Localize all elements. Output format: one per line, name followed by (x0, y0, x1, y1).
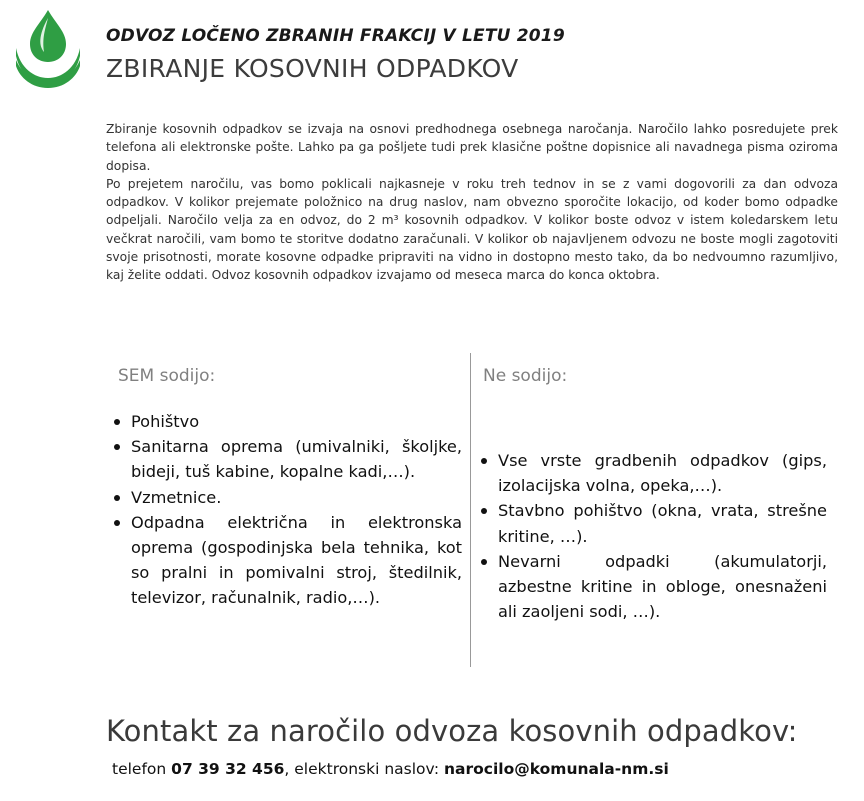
page-title: ZBIRANJE KOSOVNIH ODPADKOV (106, 54, 519, 83)
contact-details (112, 760, 669, 778)
list-item (112, 434, 462, 484)
bullet-icon (114, 520, 120, 526)
email-address[interactable]: narocilo@komunala-nm.si (444, 760, 669, 778)
email-label: , elektronski naslov: (284, 760, 444, 778)
forbidden-items-heading: Ne sodijo: (483, 366, 568, 386)
bullet-icon (481, 508, 487, 514)
forbidden-items-list (479, 448, 827, 624)
intro-text (106, 120, 838, 285)
list-item (112, 409, 462, 434)
phone-number[interactable]: 07 39 32 456 (171, 760, 285, 778)
list-item (479, 549, 827, 625)
bullet-icon (114, 495, 120, 501)
phone-label: telefon (112, 760, 172, 778)
list-item-text: Nevarni odpadki (akumulatorji, azbestne kritine in obloge, onesnaženi ali zaoljeni sodi, …). (498, 551, 827, 622)
bullet-icon (481, 458, 487, 464)
list-item-text: Vse vrste gradbenih odpadkov (gips, izolacijska volna, opeka,…). (498, 451, 827, 496)
list-item-text: Sanitarna oprema (umivalniki, školjke, bideji, tuš kabine, kopalne kadi,…). (131, 437, 462, 482)
header-subtitle: ODVOZ LOČENO ZBRANIH FRAKCIJ V LETU 2019 (106, 26, 565, 46)
bullet-icon (481, 559, 487, 565)
list-item-text: Vzmetnice. (131, 487, 222, 507)
list-item-text: Odpadna električna in elektronska oprema (gospodinjska bela tehnika, kot so pralni in pomivalni stroj, štedilnik, televizor, računalnik, radio,…). (131, 512, 462, 608)
company-logo-icon (12, 8, 84, 90)
contact-title: Kontakt za naročilo odvoza kosovnih odpadkov: (106, 714, 798, 748)
list-item-text: Stavbno pohištvo (okna, vrata, strešne kritine, …). (498, 501, 827, 546)
list-item-text: Pohištvo (131, 412, 200, 431)
allowed-items-list (112, 409, 462, 611)
bullet-icon (114, 419, 120, 425)
list-item (479, 448, 827, 498)
list-item (112, 485, 462, 510)
intro-paragraph-1: Zbiranje kosovnih odpadkov se izvaja na osnovi predhodnega osebnega naročanja. Naročilo lahko posredujete prek telefona ali elektronske pošte. Lahko pa ga pošljete tudi prek klasične poštne dopisnice ali navadnega pisma oziroma dopisa. (106, 122, 838, 173)
list-item (112, 510, 462, 611)
bullet-icon (114, 444, 120, 450)
allowed-items-heading: SEM sodijo: (118, 366, 216, 386)
intro-paragraph-2: Po prejetem naročilu, vas bomo poklicali najkasneje v roku treh tednov in se z vami dogovorili za dan odvoza odpadkov. V kolikor prejemate položnico na drug naslov, nam obvezno sporočite lokacijo, od koder bomo odpadke odpeljali. Naročilo velja za en odvoz, do 2 m³ kosovnih odpadkov. V kolikor boste odvoz v istem koledarskem letu večkrat naročili, vam bomo te storitve dodatno zaračunali. V kolikor ob najavljenem odvozu ne boste mogli zagotoviti svoje prisotnosti, morate kosovne odpadke pripraviti na vidno in dostopno mesto tako, da bo nedvoumno razumljivo, kaj želite oddati. Odvoz kosovnih odpadkov izvajamo od meseca marca do konca oktobra. (106, 176, 838, 283)
list-item (479, 498, 827, 548)
column-divider (470, 353, 471, 667)
